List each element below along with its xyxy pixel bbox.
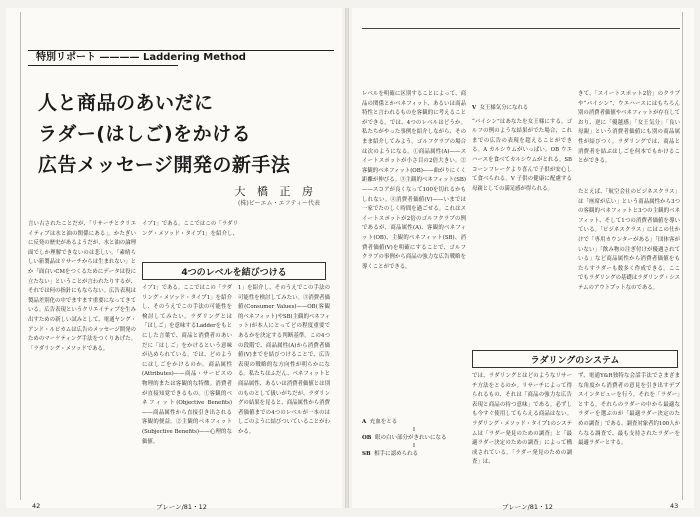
ladder-diagram: A 充血をとる ⇩ OB 眼の白い部分がきれいになる ⇩ SB 相手に認められる (362, 418, 466, 458)
title-line-2: ラダー(はしご)をかける (38, 123, 252, 145)
left-page (6, 8, 342, 511)
right-top-rule (362, 28, 680, 29)
ladder-item: A 充血をとる (362, 419, 398, 425)
section-heading-system: ラダリングのシステム (472, 350, 678, 368)
right-body-column-4: たとえば、「航空会社のビジネスクラス」は「座席が広い」という商品属性から3つの客観的ベネフィットと3つの主観的ベネフィット、そして1つの消費者価値を導いている。「ビジネスクラス」にはこの仕かけで「専用カウンターがある」「団体客がいない」「飲み物の注ぎ付けが優遇されている」など商品属性から消費者価値をもたらすラダーも数多く作成できる。ここでもラダリングの基礎はラダリング・システムのアウトプットなのである。 (578, 189, 680, 291)
series-bottom-rule (28, 65, 178, 66)
section-heading-levels: 4つのレベルを結びつける (142, 262, 326, 280)
title-line-3: 広告メッセージ開発の新手法 (38, 154, 291, 176)
page-number-left: 42 (32, 502, 41, 510)
series-label: 特別リポート ———— Laddering Method (36, 52, 246, 63)
title-line-1: 人と商品のあいだに (38, 92, 214, 114)
left-margin-rule (20, 12, 21, 500)
right-body-column-2: V 女王様気分になれる “パイシン”はあなたを女王様にする。ゴルフの例のような結果がでた場合、これまでの広告の表現を超えることができる。A カルシウムがいっぱい。OB ウエハースを食べてカルシウムがとれる。SB コーンフレークより喜んで子供が安心して食べられる。V 子供の健康に配慮する母親としての満足感が得られる。 (472, 105, 572, 192)
page-number-right: 43 (670, 502, 679, 510)
left-body-column-3: 1」を紹介し、そのうえでこの手法の可能性を検討してみたい。③消費者価値(Consumer Values)——OB(客観的ベネフィット)やSB(主観的ベネフィット)が本人にとってどの程度重要であるかを決定する判断基準。この4つの段階で、商品属性(A)から消費者価値(V)までを結びつけることで、広告表現の戦略的な方向性が明らかになる。私たちはふだん、ベネフィットと商品属性、あるいは消費者価値とは別のものとして扱いがちだが、ラダリングの結果を見ると、商品属性から消費者価値までの4つのレベルが一本のはしごのように結びついていることがわかる。 (238, 285, 330, 435)
left-body-column-2-top: イブ1」である。ここではこの「ラダリング・メソッド・タイプ1」を紹介し、 (142, 221, 238, 237)
ladder-item: OB 眼の白い部分がきれいになる (362, 435, 447, 441)
book-gutter (345, 8, 349, 508)
author-affiliation: (株)ビーエム・エフティー代表 (238, 200, 320, 207)
left-body-column-1: 言い古されたことだが、「リサーチとクリエイティブは水と油の関係にある」。かたぎいに反発の歴史があるようだが、水と油の論理面でしか理解できないのは悲しい。「素晴らしい新製品はリサーチからは生まれない」とか「面白いCMをつくるためにデータは役に立たない」ということが言われたりするが、それでは何の指針にもならない。広告表現は製品差別化の中でますます重要になってきている。広告表現というクリエイティブを生み出すための新しい試みとして、電通ヤング・アンド・ルビカムは広告のメッセージ開発のためのマーケティング手法をつくりあげた。「ラダリング・メソッドである。 (28, 221, 136, 352)
author-name: 大 橋 正 房 (234, 185, 317, 198)
footer-left: ブレーン/81・12 (156, 503, 207, 511)
right-page (352, 8, 694, 511)
right-bottom-column-2: ず、電通Y&R独特な会話手法でさまざまな角度から消費者の意見を引き出すデプスインタビューを行う。それを「ラダー」とする。それらのラダーの中から最適なラダーを選ぶのが「最適ラダー決定のための調査」である。調査対象者約100人からなる調査で、最も支持されたラダーを最適ラダーとする。 (578, 373, 680, 447)
footer-right: ブレーン/81・12 (502, 503, 553, 511)
right-bottom-column-1: では、ラダリングとはどのようなリサーチ方法をとるのか。リサーチによって得られるもの、それは「商品の強力な広告表現と商品の持つ意味」である。必ずしも今すぐ使用してもらえる商品はない。ラダリング・メソッド・タイプ1のシステムは「ラダー発見のための調査」と「最適ラダー決定のための調査」によって構成されている。「ラダー発見のための調査」は、 (472, 373, 572, 466)
ladder-item: SB 相手に認められる (362, 451, 419, 457)
left-body-column-2: イブ1」である。ここではこの「ラダリング・メソッド・タイプ1」を紹介し、そのうえでこの手法の可能性を検討してみたい。ラダリングとは「はしご」を意味するLadderをもとにした言葉で、商品と消費者のあいだに「はしご」をかけるという意味が込められている。では、どのようにはしごをかけるのか。商品属性(Attributes)——商品・サービスの物理的または客観的な特徴。消費者が直接知覚できるもの。①客観的ベネフィット(Objective Benefits)——商品属性から直接引き出される客観的便益。②主観的ベネフィット(Subjective Benefits)——心理的な価値。 (142, 285, 232, 445)
right-body-column-3: きて、「スイートスポット2倍」のクラブや“バイシン”、ウエハースにはもちろん別の消費者価値やベネフィットが存在しており、逆に「優越感」「女王気分」「良い母親」という消費者価値にも別の商品属性が結びつく。ラダリングでは、商品と消費者を結ぶはしごを何本でもかけることができる。 (578, 91, 680, 165)
right-margin-rule (682, 12, 683, 500)
right-body-column-1: レベルを明確に区別することによって、商品の関係とかベネフィット、あるいは商品特性と言われるものを客観的に考えることができる。では、4つのレベルはどうか。私たちがやった事例を紹介しながら、そのまま紹介してみよう。ゴルフクラブの場合は次のようになる。①商品属性(A)——スイートスポットが小さ目の2倍大きい。②客観的ベネフィット(OB)——曲がりにくく距離が伸びる。③主観的ベネフィット(SB)——スコアが良くなって100を切れるかもしれない。④消費者価値(V)——いまでは一家でたのしく時間を過ごせる。これはスイートスポットが2倍のゴルフクラブの例であるが、商品属性(A)、客観的ベネフィット(OB)、主観的ベネフィット(SB)、消費者価値(V)を明確にすることで、ゴルフクラブの事例から商品の強力な広告戦略を導くことができる。 (362, 91, 466, 270)
